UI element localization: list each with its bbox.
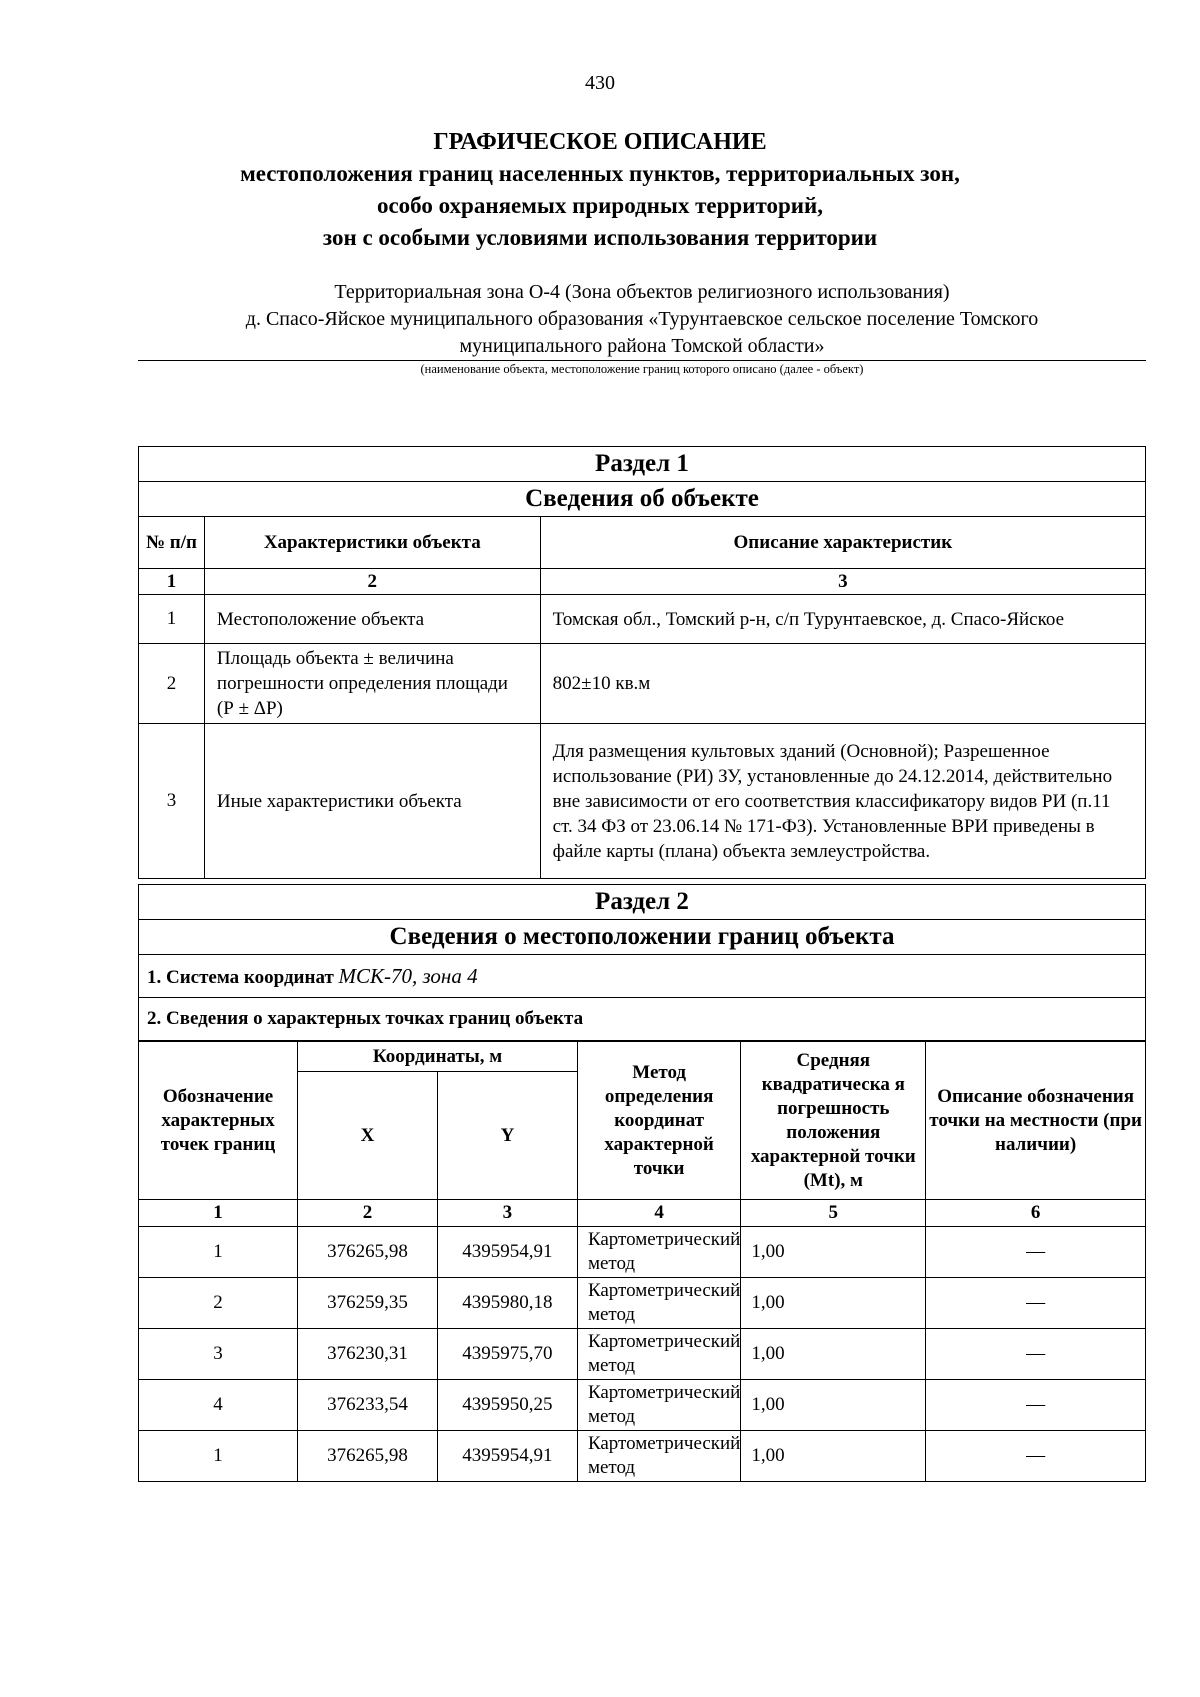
- point-id: 1: [139, 1431, 298, 1482]
- header-x: X: [298, 1072, 438, 1200]
- table-row: [139, 644, 1146, 724]
- row-characteristic: Иные характеристики объекта: [204, 724, 540, 879]
- row-characteristic: Местоположение объекта: [204, 595, 540, 644]
- table-row: [139, 1227, 1146, 1278]
- table-row: [139, 595, 1146, 644]
- title-line-1: местоположения границ населенных пунктов, территориальных зон,: [240, 161, 960, 186]
- row-description: Томская обл., Томский р-н, с/п Турунтаевское, д. Спасо-Яйское: [540, 595, 1145, 644]
- point-id: 1: [139, 1227, 298, 1278]
- section1-table: [138, 446, 1146, 879]
- point-method: Картометрический метод: [577, 1227, 740, 1278]
- point-y: 4395950,25: [437, 1380, 577, 1431]
- section1-subtitle: Сведения об объекте: [139, 482, 1146, 517]
- col-index: 5: [741, 1200, 926, 1227]
- point-description: —: [926, 1380, 1146, 1431]
- row-number: 2: [139, 644, 205, 724]
- point-id: 4: [139, 1380, 298, 1431]
- point-x: 376230,31: [298, 1329, 438, 1380]
- object-line-3: муниципального района Томской области»: [138, 333, 1146, 361]
- section2-title: Раздел 2: [139, 885, 1146, 920]
- col-characteristics-header: Характеристики объекта: [204, 517, 540, 569]
- coord-system-value: МСК-70, зона 4: [338, 963, 478, 988]
- point-accuracy: 1,00: [741, 1227, 926, 1278]
- table-row: [139, 724, 1146, 879]
- col-index: 3: [437, 1200, 577, 1227]
- table-row: [139, 1329, 1146, 1380]
- object-name-block: [138, 279, 1146, 377]
- col-index: 6: [926, 1200, 1146, 1227]
- point-method: Картометрический метод: [577, 1431, 740, 1482]
- header-accuracy: Средняя квадратическа я погрешность положения характерной точки (Mt), м: [741, 1042, 926, 1200]
- col-index: 1: [139, 1200, 298, 1227]
- point-y: 4395975,70: [437, 1329, 577, 1380]
- table-row: [139, 1431, 1146, 1482]
- section2-table: [138, 884, 1146, 1041]
- point-method: Картометрический метод: [577, 1278, 740, 1329]
- point-accuracy: 1,00: [741, 1278, 926, 1329]
- page-number: 430: [585, 72, 615, 94]
- title-line-3: зон с особыми условиями использования территории: [322, 225, 878, 250]
- section1-title: Раздел 1: [139, 447, 1146, 482]
- object-line-1: Территориальная зона О-4 (Зона объектов религиозного использования): [334, 281, 950, 303]
- title-line-2: особо охраняемых природных территорий,: [376, 193, 824, 218]
- table-row: [139, 1380, 1146, 1431]
- row-characteristic: Площадь объекта ± величина погрешности определения площади (Р ± ΔР): [204, 644, 540, 724]
- coord-system-label: 1. Система координат: [147, 966, 334, 988]
- point-x: 376265,98: [298, 1227, 438, 1278]
- col-index: 2: [204, 569, 540, 595]
- point-description: —: [926, 1278, 1146, 1329]
- col-index: 1: [139, 569, 205, 595]
- point-method: Картометрический метод: [577, 1380, 740, 1431]
- points-table: [138, 1041, 1146, 1482]
- row-number: 1: [139, 595, 205, 644]
- point-y: 4395980,18: [437, 1278, 577, 1329]
- point-id: 3: [139, 1329, 298, 1380]
- point-y: 4395954,91: [437, 1227, 577, 1278]
- point-description: —: [926, 1227, 1146, 1278]
- point-x: 376233,54: [298, 1380, 438, 1431]
- header-method: Метод определения координат характерной точки: [577, 1042, 740, 1200]
- point-description: —: [926, 1329, 1146, 1380]
- header-coordinates: Координаты, м: [298, 1042, 578, 1072]
- header-description: Описание обозначения точки на местности (при наличии): [926, 1042, 1146, 1200]
- point-description: —: [926, 1431, 1146, 1482]
- document-title: [0, 126, 1200, 254]
- col-index: 4: [577, 1200, 740, 1227]
- row-description: Для размещения культовых зданий (Основной); Разрешенное использование (РИ) ЗУ, установленные до 24.12.2014, действительно вне зависимости от его соответствия классификатору видов РИ (п.11 ст. 34 ФЗ от 23.06.14 № 171-ФЗ). Установленные ВРИ приведены в файле карты (плана) объекта землеустройства.: [540, 724, 1145, 879]
- point-x: 376265,98: [298, 1431, 438, 1482]
- object-caption: (наименование объекта, местоположение границ которого описано (далее - объект): [420, 362, 864, 376]
- point-accuracy: 1,00: [741, 1380, 926, 1431]
- point-method: Картометрический метод: [577, 1329, 740, 1380]
- point-accuracy: 1,00: [741, 1431, 926, 1482]
- points-label: 2. Сведения о характерных точках границ объекта: [139, 998, 1146, 1041]
- table-row: [139, 1278, 1146, 1329]
- point-x: 376259,35: [298, 1278, 438, 1329]
- coordinate-system: [139, 955, 1146, 998]
- object-line-2: д. Спасо-Яйское муниципального образования «Турунтаевское сельское поселение Томского: [245, 308, 1039, 330]
- col-index: 3: [540, 569, 1145, 595]
- point-accuracy: 1,00: [741, 1329, 926, 1380]
- section2-subtitle: Сведения о местоположении границ объекта: [139, 920, 1146, 955]
- title-main: ГРАФИЧЕСКОЕ ОПИСАНИЕ: [433, 129, 767, 155]
- row-number: 3: [139, 724, 205, 879]
- header-designation: Обозначение характерных точек границ: [139, 1042, 298, 1200]
- point-y: 4395954,91: [437, 1431, 577, 1482]
- header-y: Y: [437, 1072, 577, 1200]
- col-number-header: № п/п: [139, 517, 205, 569]
- col-index: 2: [298, 1200, 438, 1227]
- col-description-header: Описание характеристик: [540, 517, 1145, 569]
- point-id: 2: [139, 1278, 298, 1329]
- row-description: 802±10 кв.м: [540, 644, 1145, 724]
